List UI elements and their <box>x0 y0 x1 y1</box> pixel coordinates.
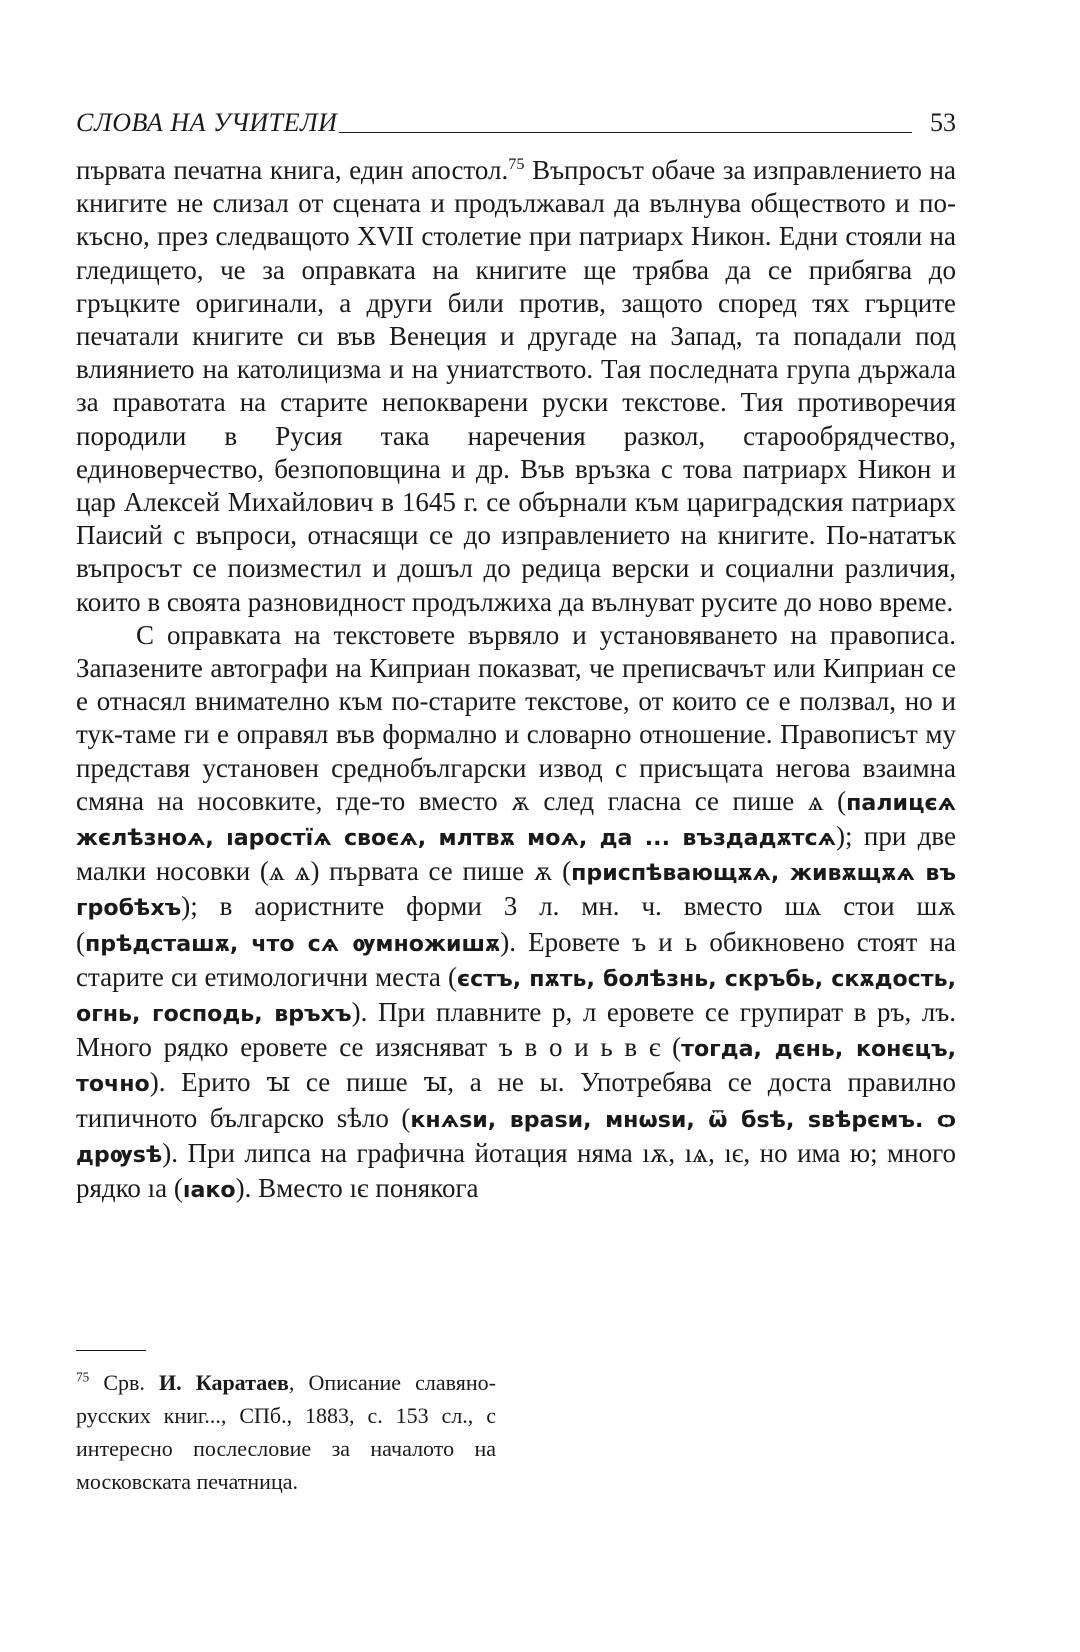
paragraph-2 <box>76 619 956 1207</box>
footnote-text-1: Срв. <box>89 1370 160 1395</box>
p2-text-5: ). При плавните р, л еровете се групират в ръ, лъ. Много рядко еровете се изясняват ъ в о и ь в є ( <box>76 997 956 1063</box>
church-slavonic-example-5: тогда, дєнь, конєцъ, точно <box>76 1036 956 1098</box>
p2-text-6: ). Ерито ꙑ се пише ꙑ, а не ы. Употребява се доста правилно типичното българско ѕѣло ( <box>76 1067 956 1133</box>
p2-text-2: ); при две малки носовки (ѧ ѧ) първата се пише ѫ ( <box>76 821 956 887</box>
footnote-author: И. Каратаев <box>159 1370 289 1395</box>
header-rule <box>339 132 912 133</box>
p2-text-7: ). При липса на графична йотация няма ıѫ, ıѧ, ıє, но има ю; много рядко ıа ( <box>76 1137 956 1204</box>
p2-text-4: ). Еровете ъ и ь обикновено стоят на старите си етимологични места ( <box>76 926 956 992</box>
footnote-text-2: , Описание славяно-русских книг..., СПб., 1883, с. 153 сл., с интересно послесловие за началото на московската печатница. <box>76 1370 496 1494</box>
running-head <box>76 96 956 136</box>
p1-text-2: Въпросът обаче за изправлението на книгите не слизал от сцената и продължавал да вълнува обществото и по-късно, през следващото XVII столетие при патриарх Никон. Едни стояли на гледището, че за оправката на книгите ще трябва да се прибягва до гръцките оригинали, а други били против, защото според тях гърците печатали книгите си във Венеция и другаде на Запад, та попадали под влиянието на католицизма и на униатството. Тая последната група държала за правотата на старите непокварени руски текстове. Тия противоречия породили в Русия така наречения разкол, старообрядчество, единоверчество, безпоповщина и др. Във връзка с това патриарх Никон и цар Алексей Михайлович в 1645 г. се обърнали към цариградския патриарх Паисий с въпроси, отнасящи се до изправлението на книгите. По-нататък въпросът се поизместил и дошъл до редица верски и социални различия, които в своята разновидност продължиха да вълнуват русите до ново време. <box>76 155 956 617</box>
page-number: 53 <box>930 108 956 137</box>
footnote-75 <box>76 1366 496 1498</box>
running-title: СЛОВА НА УЧИТЕЛИ <box>76 108 338 137</box>
church-slavonic-example-1: палицєѧ жєлѣзноѧ, ıаростїѧ своєѧ, млтвѫ моѧ, да ... въздадѫтсѧ <box>76 789 956 852</box>
church-slavonic-example-7: ıако <box>182 1177 236 1204</box>
church-slavonic-example-2: приспѣвающѫѧ, живѫщѫѧ въ гробѣхъ <box>76 860 956 922</box>
church-slavonic-example-6: кнѧѕи, враѕи, мнѡѕи, ѿ бѕѣ, ѕвѣрємъ. ѻ дрѹѕѣ <box>76 1106 957 1168</box>
church-slavonic-example-4: єстъ, пѫть, болѣзнь, скръбь, скѫдость, огнь, господь, връхъ <box>76 965 956 1028</box>
p2-text-1: С оправката на текстовете вървяло и установяването на правописа. Запазените автографи на Киприан показват, че преписвачът или Киприан се е отнасял внимателно към по-старите текстове, от които се е ползвал, но и тук-таме ги е оправял във формално и словарно отношение. Правописът му представя установен среднобългарски извод с присъщата негова взаимна смяна на носовките, где-то вместо ѫ след гласна се пише ѧ ( <box>76 619 956 816</box>
p2-text-3: ); в аористните форми 3 л. мн. ч. вместо шѧ стои шѫ ( <box>76 891 956 957</box>
footnote-reference: 75 <box>508 155 525 173</box>
p1-text-1: първата печатна книга, един апостол. <box>76 155 509 185</box>
paragraph-1 <box>76 154 956 619</box>
main-text <box>76 154 956 1207</box>
p2-text-8: ). Вместо ıє понякога <box>235 1173 479 1204</box>
footnote-divider <box>76 1350 146 1351</box>
footnote-number: 75 <box>76 1369 90 1385</box>
church-slavonic-example-3: прѣдсташѫ, что сѧ ѹмножишѫ <box>85 930 501 957</box>
